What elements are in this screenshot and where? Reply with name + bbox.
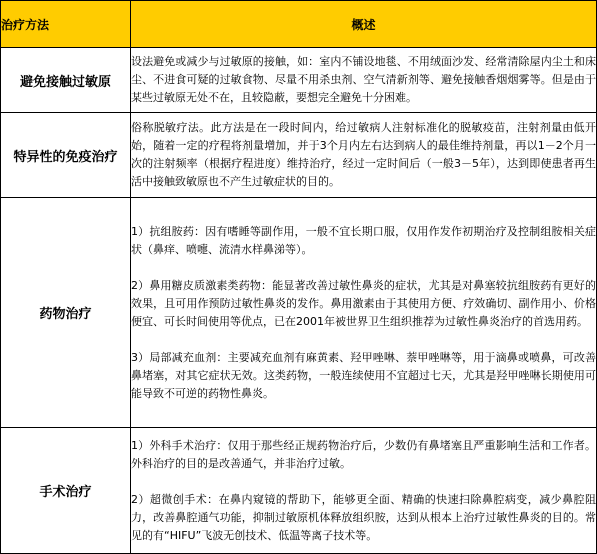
method-cell: 手术治疗 (1, 428, 131, 554)
method-cell: 避免接触过敏原 (1, 48, 131, 113)
description-paragraph: 俗称脱敏疗法。此方法是在一段时间内，给过敏病人注射标准化的脱敏疫苗，注射剂量由低开始，随着一定的疗程将剂量增加，并于3个月内左右达到病人的最佳维持剂量，再以1－2个月一次的注射频率（根据疗程进度）维持治疗，经过一定时间后（一般3－5年），达到即使患者再生活中接触致敏原也不产生过敏症状的目的。 (131, 121, 596, 188)
method-cell: 特异性的免疫治疗 (1, 113, 131, 198)
description-cell (131, 113, 597, 198)
header-method: 治疗方法 (1, 1, 131, 48)
description-cell (131, 198, 597, 428)
table-row (1, 198, 597, 428)
header-row (1, 1, 597, 48)
description-paragraph: 1）外科手术治疗：仅用于那些经正规药物治疗后，少数仍有鼻堵塞且严重影响生活和工作者。外科治疗的目的是改善通气，并非治疗过敏。 (131, 438, 596, 470)
table-row (1, 113, 597, 198)
table-row (1, 48, 597, 113)
description-paragraph: 3）局部减充血剂：主要减充血剂有麻黄素、羟甲唑啉、萘甲唑啉等，用于滴鼻或喷鼻，可改善鼻堵塞，对其它症状无效。这类药物，一般连续使用不宜超过七天，尤其是羟甲唑啉长期使用可能导致不可逆的药物性鼻炎。 (131, 350, 596, 400)
description-paragraph: 2）超微创手术：在鼻内窥镜的帮助下，能够更全面、精确的快速扫除鼻腔病变，减少鼻腔阻力，改善鼻腔通气功能，抑制过敏原机体释放组织胺，达到从根本上治疗过敏性鼻炎的目的。常见的有“HIFU”飞波无创技术、低温等离子技术等。 (131, 492, 596, 542)
description-paragraph: 2）鼻用糖皮质激素类药物：能显著改善过敏性鼻炎的症状，尤其是对鼻塞较抗组胺药有更好的效果，且可用作预防过敏性鼻炎的发作。鼻用激素由于其使用方便、疗效确切、副作用小、价格便宜、可长时间使用等优点，已在2001年被世界卫生组织推荐为过敏性鼻炎治疗的首选用药。 (131, 278, 596, 328)
description-paragraph: 设法避免或减少与过敏原的接触，如：室内不铺设地毯、不用绒面沙发、经常清除屋内尘土和床尘、不进食可疑的过敏食物、尽量不用杀虫剂、空气清新剂等、避免接触香烟烟雾等。但是由于某些过敏原无处不在，且较隐蔽，要想完全避免十分困难。 (131, 55, 596, 104)
method-cell: 药物治疗 (1, 198, 131, 428)
table-row (1, 428, 597, 554)
description-cell (131, 48, 597, 113)
description-cell (131, 428, 597, 554)
header-overview: 概述 (131, 1, 597, 48)
description-paragraph: 1）抗组胺药：因有嗜睡等副作用，一般不宜长期口服，仅用作发作初期治疗及控制组胺相关症状（鼻痒、喷嚏、流清水样鼻涕等）。 (131, 224, 596, 256)
